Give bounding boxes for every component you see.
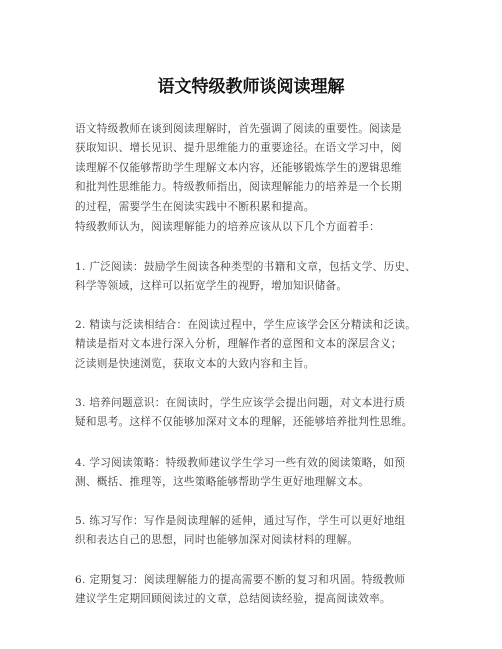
paragraph-line: 科学等领域，这样可以拓宽学生的视野，增加知识储备。: [75, 280, 348, 293]
paragraph-line: 精读是指对文本进行深入分析，理解作者的意图和文本的深层含义；: [75, 338, 402, 351]
paragraph-line: 语文特级教师在谈到阅读理解时，首先强调了阅读的重要性。阅读是: [75, 123, 402, 135]
paragraph-line: 3. 培养问题意识：在阅读时，学生应该学会提出问题，对文本进行质: [75, 397, 406, 409]
paragraph-line: 和批判性思维能力。特级教师指出，阅读理解能力的培养是一个长期: [75, 181, 402, 194]
paragraph-intro: [75, 120, 402, 217]
paragraph-line: 1. 广泛阅读：鼓励学生阅读各种类型的书籍和文章，包括文学、历史、: [75, 261, 417, 273]
paragraph-line: 的过程，需要学生在阅读实践中不断积累和提高。: [75, 200, 315, 213]
document-title: 语文特级教师谈阅读理解: [157, 77, 345, 97]
paragraph-line: 疑和思考。这样不仅能够加深对文本的理解，还能够培养批判性思维。: [75, 416, 413, 429]
paragraph-line: 4. 学习阅读策略：特级教师建议学生学习一些有效的阅读策略，如预: [75, 457, 406, 469]
paragraph-line: 特级教师认为，阅读理解能力的培养应该从以下几个方面着手：: [75, 221, 381, 233]
paragraph-point-2: [75, 316, 416, 374]
paragraph-line: 6. 定期复习：阅读理解能力的提高需要不断的复习和巩固。特级教师: [75, 574, 406, 586]
paragraph-line: 2. 精读与泛读相结合：在阅读过程中，学生应该学会区分精读和泛读。: [75, 319, 417, 331]
paragraph-point-6: [75, 571, 405, 610]
paragraph-point-3: [75, 394, 413, 433]
paragraph-point-1: [75, 258, 416, 297]
paragraph-line: 测、概括、推理等，这些策略能够帮助学生更好地理解文本。: [75, 476, 370, 489]
paragraph-line: 建议学生定期回顾阅读过的文章，总结阅读经验，提高阅读效率。: [75, 593, 391, 606]
paragraph-line: 泛读则是快速浏览，获取文本的大致内容和主旨。: [75, 357, 315, 370]
paragraph-lead-in: [75, 218, 380, 237]
paragraph-point-5: [75, 512, 405, 551]
paragraph-line: 5. 练习写作：写作是阅读理解的延伸，通过写作，学生可以更好地组: [75, 515, 406, 527]
paragraph-line: 读理解不仅能够帮助学生理解文本内容，还能够锻炼学生的逻辑思维: [75, 161, 402, 174]
paragraph-line: 织和表达自己的思想，同时也能够加深对阅读材料的理解。: [75, 534, 359, 547]
paragraph-point-4: [75, 454, 405, 493]
paragraph-line: 获取知识、增长见识、提升思维能力的重要途径。在语文学习中，阅: [75, 142, 402, 155]
